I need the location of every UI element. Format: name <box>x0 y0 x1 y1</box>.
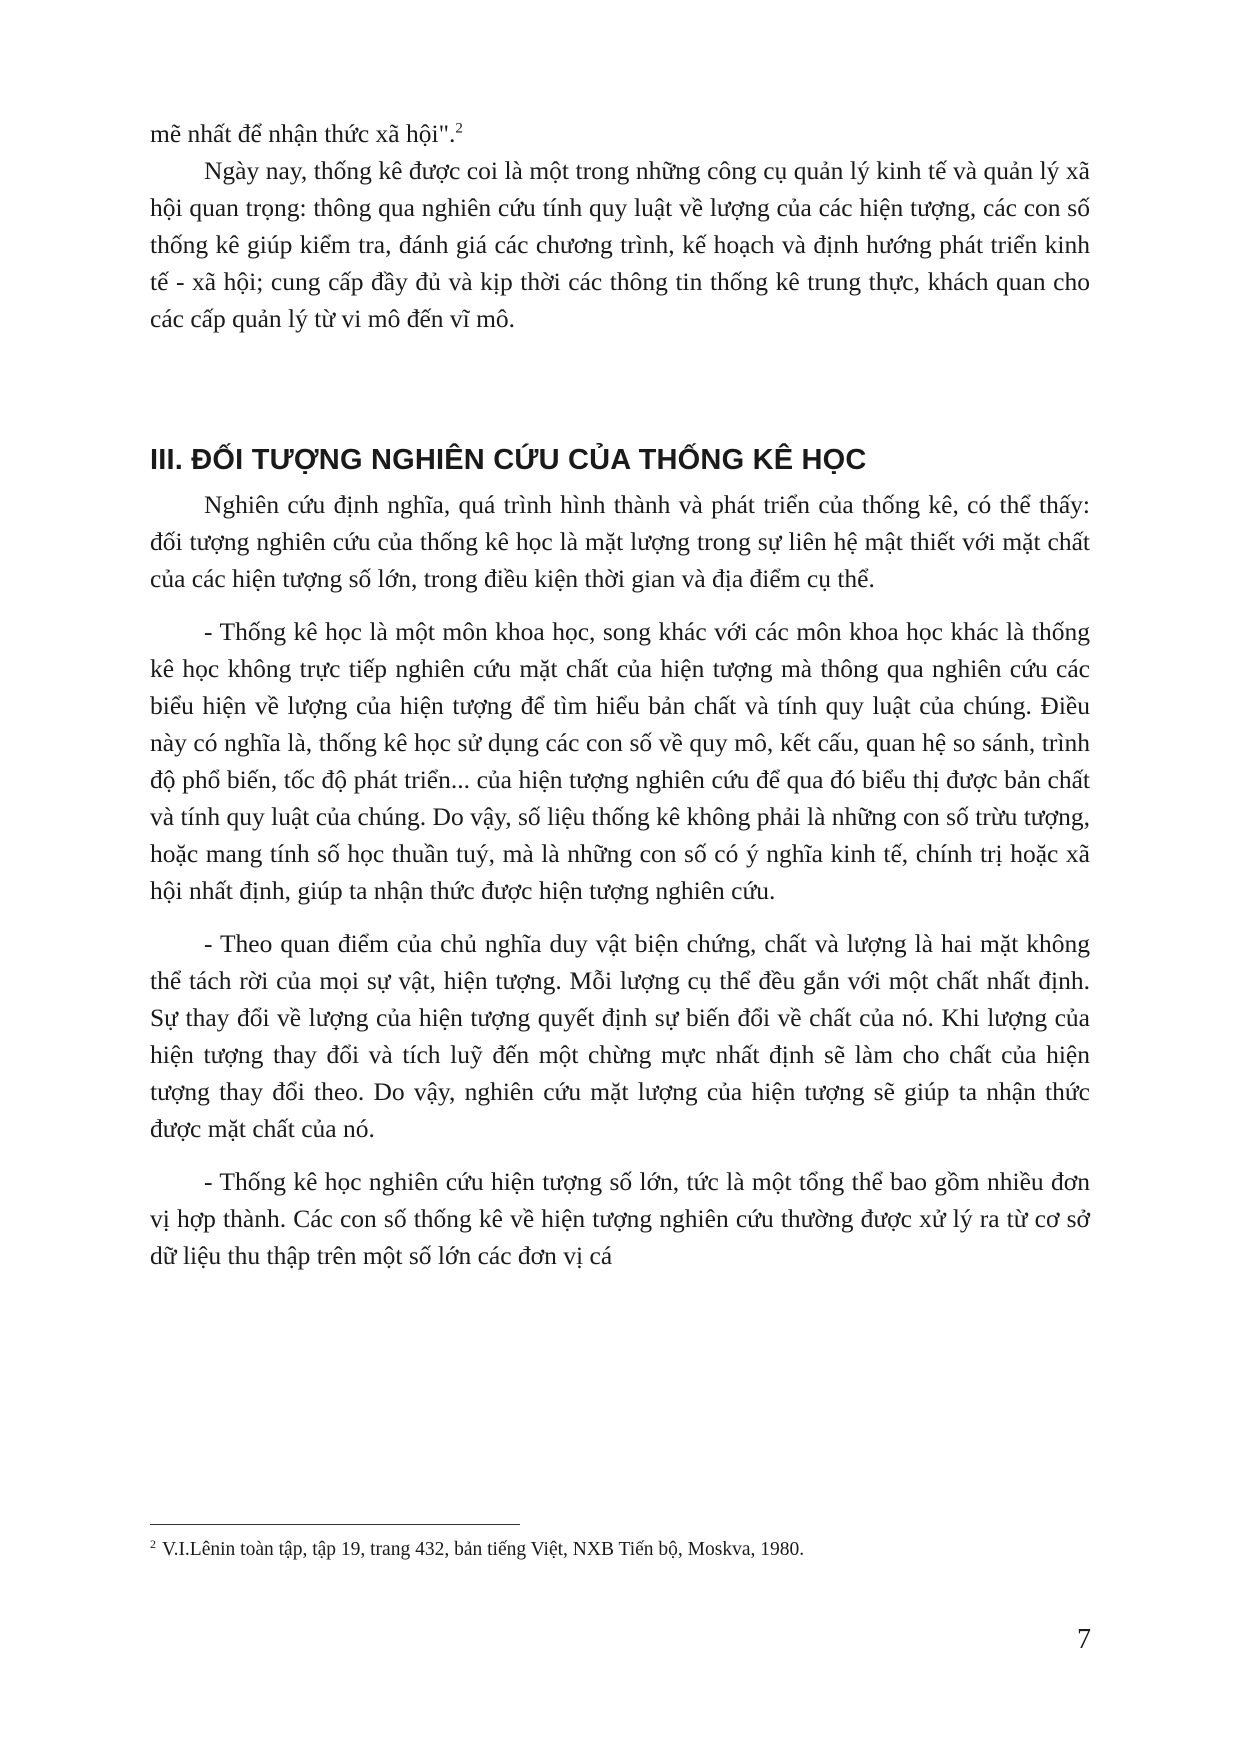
footnote <box>150 1536 1090 1564</box>
section-heading: III. ĐỐI TƯỢNG NGHIÊN CỨU CỦA THỐNG KÊ HỌC <box>150 444 867 476</box>
opening-line <box>150 115 1090 152</box>
paragraph-dialectics: - Theo quan điểm của chủ nghĩa duy vật biện chứng, chất và lượng là hai mặt không thể tách rời của mọi sự vật, hiện tượng. Mỗi lượng cụ thể đều gắn với một chất nhất định. Sự thay đổi về lượng của hiện tượng quyết định sự biến đổi về chất của nó. Khi lượng của hiện tượng thay đổi và tích luỹ đến một chừng mực nhất định sẽ làm cho chất của hiện tượng thay đổi theo. Do vậy, nghiên cứu mặt lượng của hiện tượng sẽ giúp ta nhận thức được mặt chất của nó. <box>150 929 1090 1143</box>
opening-line-text: mẽ nhất để nhận thức xã hội". <box>150 119 456 148</box>
paragraph-quantity-aspect: - Thống kê học là một môn khoa học, song khác với các môn khoa học khác là thống kê học không trực tiếp nghiên cứu mặt chất của hiện tượng mà thông qua nghiên cứu các biểu hiện về lượng của hiện tượng để tìm hiểu bản chất và tính quy luật của chúng. Điều này có nghĩa là, thống kê học sử dụng các con số về quy mô, kết cấu, quan hệ so sánh, trình độ phổ biến, tốc độ phát triển... của hiện tượng nghiên cứu để qua đó biểu thị được bản chất và tính quy luật của chúng. Do vậy, số liệu thống kê không phải là những con số trừu tượng, hoặc mang tính số học thuần tuý, mà là những con số có ý nghĩa kinh tế, chính trị hoặc xã hội nhất định, giúp ta nhận thức được hiện tượng nghiên cứu. <box>150 617 1090 905</box>
opening-footnote-ref: 2 <box>455 120 463 137</box>
paragraph-intro: Ngày nay, thống kê được coi là một trong những công cụ quản lý kinh tế và quản lý xã hội quan trọng: thông qua nghiên cứu tính quy luật về lượng của các hiện tượng, các con số thống kê giúp kiểm tra, đánh giá các chương trình, kế hoạch và định hướng phát triển kinh tế - xã hội; cung cấp đầy đủ và kịp thời các thông tin thống kê trung thực, khách quan cho các cấp quản lý từ vi mô đến vĩ mô. <box>150 156 1090 333</box>
section-body <box>150 486 1090 1290</box>
paragraph-definition: Nghiên cứu định nghĩa, quá trình hình thành và phát triển của thống kê, có thể thấy: đối tượng nghiên cứu của thống kê học là mặt lượng trong sự liên hệ mật thiết với mặt chất của các hiện tượng số lớn, trong điều kiện thời gian và địa điểm cụ thể. <box>150 490 1090 593</box>
page-number: 7 <box>1077 1624 1091 1655</box>
footnote-mark: 2 <box>150 1536 156 1551</box>
paragraph-large-phenomena: - Thống kê học nghiên cứu hiện tượng số lớn, tức là một tổng thể bao gồm nhiều đơn vị hợp thành. Các con số thống kê về hiện tượng nghiên cứu thường được xử lý ra từ cơ sở dữ liệu thu thập trên một số lớn các đơn vị cá <box>150 1167 1090 1270</box>
intro-section <box>150 152 1090 353</box>
footnote-text: V.I.Lênin toàn tập, tập 19, trang 432, bản tiếng Việt, NXB Tiến bộ, Moskva, 1980. <box>162 1539 805 1560</box>
footnote-divider <box>150 1524 520 1525</box>
